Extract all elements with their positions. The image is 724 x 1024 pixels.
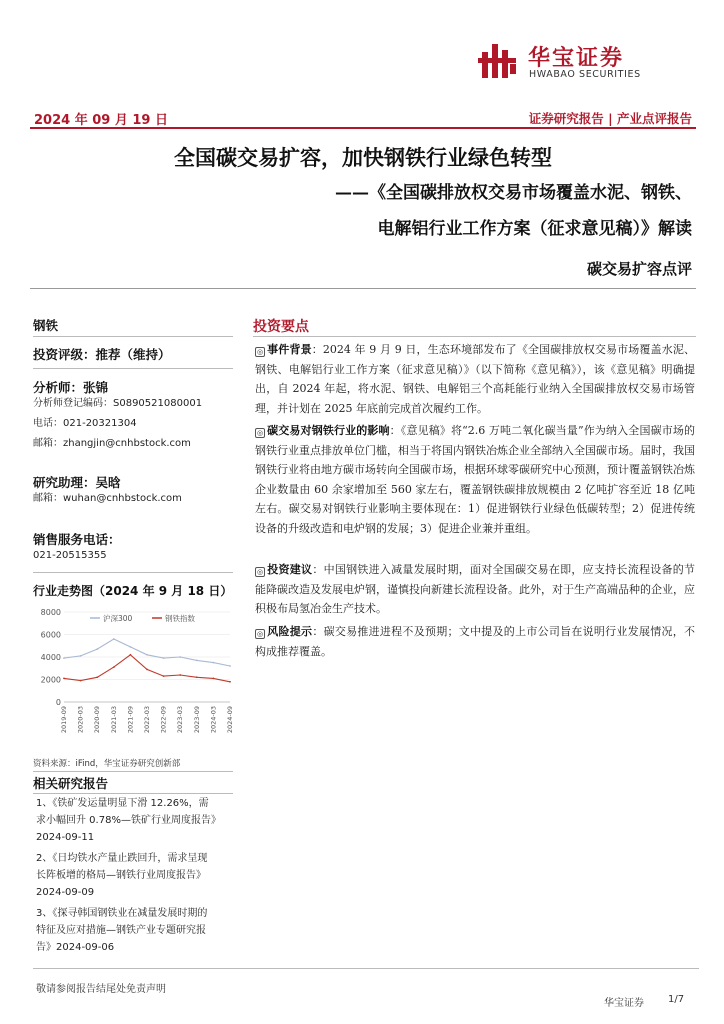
related-report-line: 2、《日均铁水产量止跌回升，需求呈现 — [36, 853, 208, 864]
x-tick-label: 2021-03 — [109, 706, 118, 734]
analyst-email[interactable]: 邮箱：zhangjin@cnhbstock.com — [33, 438, 191, 449]
key-points-rule — [253, 336, 696, 337]
related-report-line: 告》 — [36, 942, 56, 953]
point-label: 投资建议 — [267, 563, 313, 576]
sales-label: 销售服务电话： — [33, 532, 121, 547]
report-date: 2024 年 09 月 19 日 — [34, 113, 168, 128]
data-point — [229, 665, 231, 667]
series-line-steel-index — [64, 655, 230, 682]
data-point — [146, 668, 148, 670]
data-point — [130, 646, 132, 648]
y-tick-label: 4000 — [40, 653, 61, 662]
footer-company: 华宝证券 — [604, 998, 644, 1009]
data-point — [113, 638, 115, 640]
related-reports-title: 相关研究报告 — [33, 776, 109, 791]
x-tick-label: 2021-09 — [126, 706, 135, 734]
assistant-name: 研究助理：吴晗 — [33, 475, 121, 490]
company-logo — [478, 40, 688, 84]
logo-mark-icon — [478, 40, 520, 82]
data-point — [146, 654, 148, 656]
x-tick-label: 2020-03 — [76, 706, 85, 734]
y-tick-label: 8000 — [40, 608, 61, 617]
point-risk-warning — [255, 622, 695, 661]
related-report-line: 1、《铁矿发运量明显下滑 12.26%，需 — [36, 798, 209, 809]
data-point — [63, 677, 65, 679]
point-event-background — [255, 340, 695, 418]
related-report-date: 2024-09-11 — [36, 832, 95, 843]
key-points-heading: 投资要点 — [253, 319, 309, 335]
x-tick-label: 2022-03 — [143, 706, 151, 734]
sidebar-rule — [33, 771, 233, 772]
analyst-name: 分析师：张锦 — [33, 380, 109, 395]
bullet-icon: ◎ — [256, 348, 264, 356]
series-line-hs300 — [64, 639, 230, 666]
report-subtitle-line2: 电解铝行业工作方案（征求意见稿）》解读 — [377, 219, 692, 239]
related-report-line: 求小幅回升 0.78%—铁矿行业周度报告》 — [36, 815, 221, 826]
x-tick-label: 2023-03 — [176, 706, 185, 734]
y-tick-label: 2000 — [40, 675, 61, 685]
data-point — [213, 677, 215, 679]
investment-rating: 投资评级：推荐（维持） — [33, 347, 171, 362]
title-divider — [30, 288, 696, 289]
chart-source: 资料来源：iFind，华宝证券研究创新部 — [33, 759, 181, 769]
sidebar-rule — [33, 793, 233, 794]
point-text: ：《意见稿》将“2.6 万吨二氧化碳当量”作为纳入全国碳市场的钢铁行业重点排放单位门槛，相当于将国内钢铁冶炼企业全部纳入全国碳市场。届时，我国钢铁行业将由地方碳市场转向全国碳市场，根据环球零碳研究中心预测，预计覆盖钢铁冶炼企业数量由 60 余家增加至 560 家左右，覆盖钢铁碳排放规模由 2 亿吨扩容至近 18 亿吨左右。碳交易对钢铁行业影响主要体现在：1）促进钢铁行业绿色低碳转型；2）促进传统设备的升级改造和电炉钢的发展；3）促进企业兼并重组。 — [255, 424, 695, 535]
footer-rule — [33, 968, 699, 969]
report-title: 全国碳交易扩容，加快钢铁行业绿色转型 — [174, 145, 552, 170]
related-report-item[interactable] — [36, 905, 236, 956]
point-label: 事件背景 — [267, 343, 312, 356]
x-tick-label: 2024-03 — [209, 706, 218, 734]
data-point — [96, 648, 98, 650]
sales-phone: 021-20515355 — [33, 550, 107, 561]
data-point — [213, 662, 215, 664]
x-tick-label: 2024-09 — [226, 706, 234, 734]
data-point — [80, 680, 82, 682]
y-tick-label: 0 — [55, 698, 61, 707]
data-point — [179, 674, 181, 676]
logo-text-cn: 华宝证券 — [528, 46, 625, 71]
industry-name: 钢铁 — [33, 318, 59, 333]
related-report-line: 长阵板增的格局—钢铁行业周度报告》 — [36, 870, 206, 881]
bullet-icon: ◎ — [256, 568, 264, 576]
data-point — [113, 666, 115, 668]
point-text: ：中国钢铁进入减量发展时期，面对全国碳交易在即，应支持长流程设备的节能降碳改造及发展电炉钢，谨慎投向新建长流程设备。此外，对于生产高端品种的企业，应积极布局氢冶金生产技术。 — [255, 563, 696, 615]
assistant-email[interactable]: 邮箱：wuhan@cnhbstock.com — [33, 493, 182, 504]
bullet-icon: ◎ — [256, 630, 264, 638]
data-point — [179, 656, 181, 658]
data-point — [229, 681, 231, 683]
sidebar-rule — [33, 336, 233, 337]
data-point — [163, 657, 165, 659]
disclaimer-note: 敬请参阅报告结尾处免责声明 — [36, 984, 166, 995]
sidebar-rule — [33, 572, 233, 573]
point-carbon-impact — [255, 421, 695, 538]
header-bar — [30, 105, 696, 129]
point-text: ：2024 年 9 月 9 日，生态环境部发布了《全国碳排放权交易市场覆盖水泥、钢铁、电解铝行业工作方案（征求意见稿）》（以下简称《意见稿》），该《意见稿》明确提出，自 2024 年起，将水泥、钢铁、电解铝三个高耗能行业纳入全国碳排放权交易市场管理，并计划在 2025 年底前完成首次履约工作。 — [255, 343, 695, 415]
related-report-line: 特征及应对措施—钢铁产业专题研究报 — [36, 925, 206, 936]
legend-label: 沪深300 — [103, 614, 133, 623]
data-point — [63, 657, 65, 659]
data-point — [80, 655, 82, 657]
report-type: 证券研究报告 | 产业点评报告 — [528, 111, 692, 126]
point-label: 碳交易对钢铁行业的影响 — [267, 424, 390, 437]
related-report-date: 2024-09-06 — [56, 942, 115, 953]
related-report-item[interactable] — [36, 795, 236, 846]
legend-label: 钢铁指数 — [165, 614, 195, 623]
sidebar-rule — [33, 368, 233, 369]
bullet-icon: ◎ — [256, 429, 264, 437]
logo-text-en: HWABAO SECURITIES — [529, 69, 641, 80]
point-text: ：碳交易推进进程不及预期；文中提及的上市公司旨在说明行业发展情况，不构成推荐覆盖。 — [255, 625, 696, 658]
data-point — [96, 676, 98, 678]
related-report-date: 2024-09-09 — [36, 887, 95, 898]
analyst-phone: 电话：021-20321304 — [33, 418, 137, 429]
industry-trend-chart — [30, 602, 240, 752]
report-tagline: 碳交易扩容点评 — [586, 260, 692, 278]
data-point — [163, 675, 165, 677]
x-tick-label: 2023-09 — [192, 706, 201, 734]
page-number: 1/7 — [668, 994, 685, 1005]
x-tick-label: 2020-09 — [93, 706, 102, 734]
x-tick-label: 2019-09 — [60, 706, 68, 734]
report-subtitle-line1: ——《全国碳排放权交易市场覆盖水泥、钢铁、 — [335, 183, 692, 203]
x-tick-label: 2022-09 — [159, 706, 168, 734]
analyst-cert: 分析师登记编码：S0890521080001 — [33, 398, 203, 409]
chart-title: 行业走势图（2024 年 9 月 18 日） — [33, 584, 233, 598]
data-point — [130, 654, 132, 656]
y-tick-label: 6000 — [40, 630, 61, 640]
related-report-line: 3、《探寻韩国钢铁业在减量发展时期的 — [36, 908, 208, 919]
data-point — [196, 676, 198, 678]
point-label: 风险提示 — [267, 625, 313, 638]
point-investment-advice — [255, 560, 695, 619]
related-report-item[interactable] — [36, 850, 236, 901]
data-point — [196, 659, 198, 661]
